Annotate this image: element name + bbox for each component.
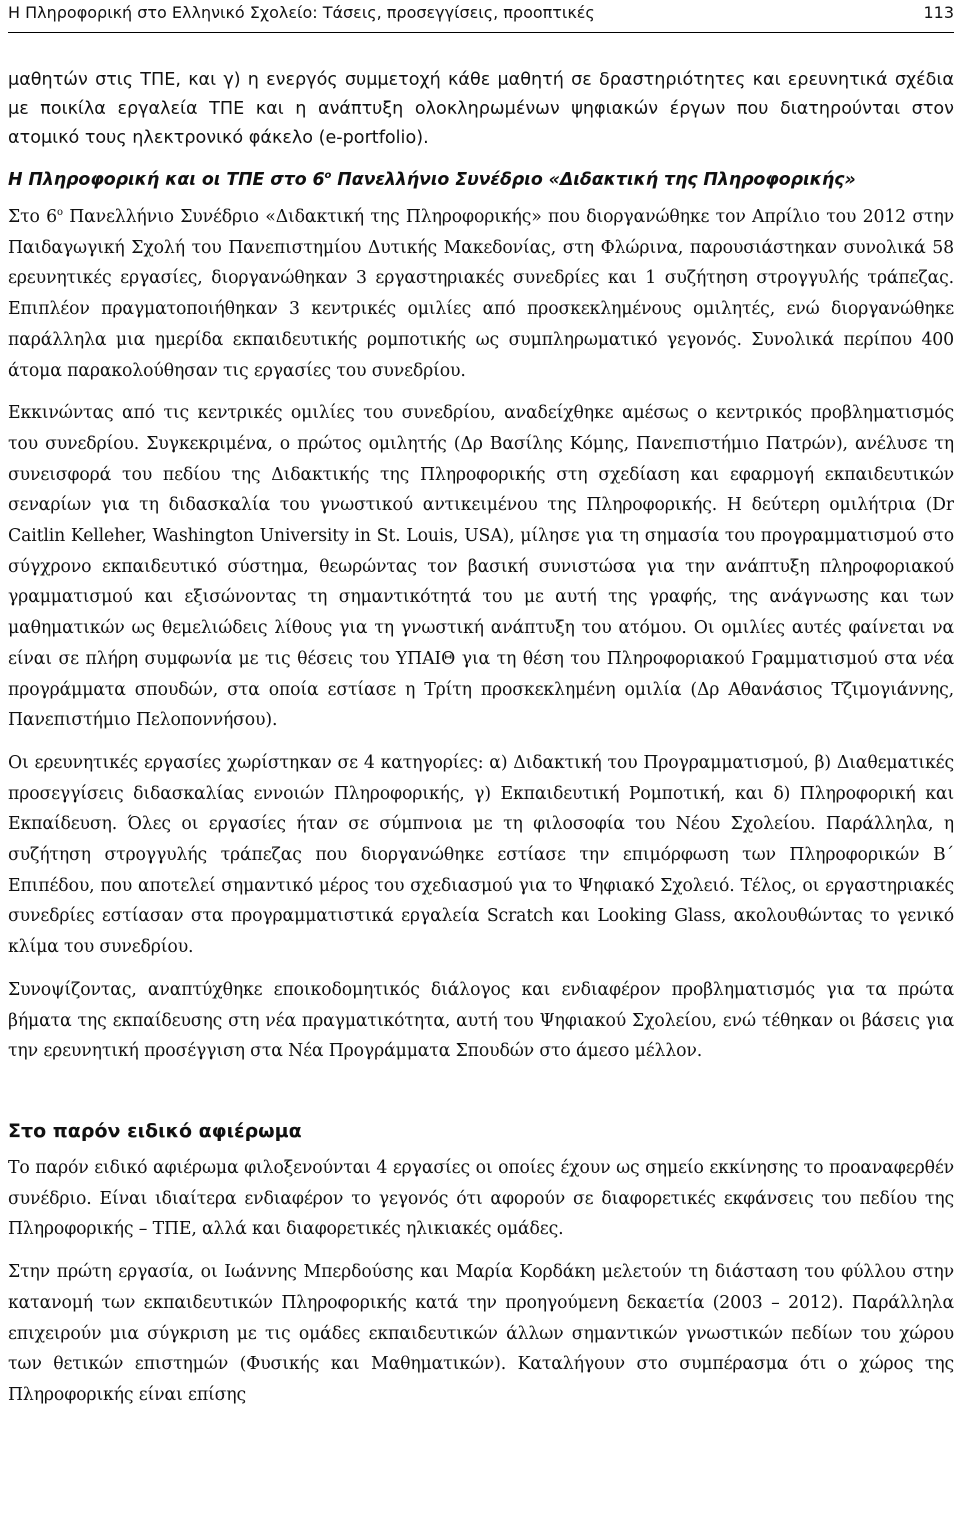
page-number: 113 xyxy=(923,3,954,22)
heading-text-before: Η Πληροφορική και οι ΤΠΕ στο 6 xyxy=(8,170,325,190)
ordinal-superscript: ο xyxy=(56,207,63,219)
document-page xyxy=(8,0,954,1521)
conference-paragraph-2: Εκκινώντας από τις κεντρικές ομιλίες του συνεδρίου, αναδείχθηκε αμέσως ο κεντρικός προβληματισμός του συνεδρίου. Συγκεκριμένα, ο πρώτος ομιλητής (Δρ Βασίλης Κόμης, Πανεπιστήμιο Πατρών), ανέλυσε τη συνεισφορά του πεδίου της Διδακτικής της Πληροφορικής στη σχεδίαση και εφαρμογή εκπαιδευτικών σεναρίων για τη διδασκαλία του γνωστικού αντικειμένου της Πληροφορικής. Η δεύτερη ομιλήτρια (Dr Caitlin Kelleher, Washington University in St. Louis, USA), μίλησε για τη σημασία του προγραμματισμού στο σύγχρονο εκπαιδευτικό σύστημα, θεωρώντας τον βασική συνιστώσα για την ανάπτυξη πληροφοριακού γραμματισμού και εξισώνοντας τη σημαντικότητά του με αυτή της γραφής, της ανάγνωσης και των μαθηματικών ως θεμελιώδεις λίθους για τη γνωστική ανάπτυξη του ατόμου. Οι ομιλίες αυτές φαίνεται να είναι σε πλήρη συμφωνία με τις θέσεις του ΥΠΑΙΘ για τη θέση του Πληροφοριακού Γραμματισμού στα νέα προγράμματα σπουδών, στα οποία εστίασε η Τρίτη προσκεκλημένη ομιλία (Δρ Αθανάσιος Τζιμογιάννης, Πανεπιστήμιο Πελοποννήσου). xyxy=(8,403,954,731)
paragraph-text-before: Στο 6 xyxy=(8,207,57,227)
special-issue-paragraph-2: Στην πρώτη εργασία, οι Ιωάννης Μπερδούσης και Μαρία Κορδάκη μελετούν τη διάσταση του φύλλου στην κατανομή των εκπαιδευτικών Πληροφορικής κατά την προηγούμενη δεκαετία (2003 – 2012). Παράλληλα επιχειρούν μια σύγκριση με τις ομάδες εκπαιδευτικών άλλων σημαντικών γνωστικών πεδίων του χώρου των θετικών επιστημών (Φυσικής και Μαθηματικών). Καταλήγουν στο συμπέρασμα ότι ο χώρος της Πληροφορικής είναι επίσης xyxy=(8,1262,954,1405)
heading-text-after: Πανελλήνιο Συνέδριο «Διδακτική της Πληροφορικής» xyxy=(331,170,856,190)
conference-paragraph-4: Συνοψίζοντας, αναπτύχθηκε εποικοδομητικός διάλογος και ενδιαφέρον προβληματισμός για τα πρώτα βήματα της εκπαίδευσης στη νέα πραγματικότητα, αυτή του Ψηφιακού Σχολείου, ενώ τέθηκαν οι βάσεις για την ερευνητική προσέγγιση στα Νέα Προγράμματα Σπουδών στο άμεσο μέλλον. xyxy=(8,979,954,1062)
ordinal-superscript: ο xyxy=(324,170,332,182)
paragraph-text-after: Πανελλήνιο Συνέδριο «Διδακτική της Πληροφορικής» που διοργανώθηκε τον Απρίλιο του 2012 στην Παιδαγωγική Σχολή του Πανεπιστημίου Δυτικής Μακεδονίας, στη Φλώρινα, παρουσιάστηκαν συνολικά 58 ερευνητικές εργασίες, διοργανώθηκαν 3 εργαστηριακές συνεδρίες και 1 συζήτηση στρογγυλής τράπεζας. Επιπλέον πραγματοποιήθηκαν 3 κεντρικές ομιλίες από προσκεκλημένους ομιλητές, ενώ διοργανώθηκε παράλληλα μια ημερίδα εκπαιδευτικής ρομποτικής ως συμπληρωματικό γεγονός. Συνολικά περίπου 400 άτομα παρακολούθησαν τις εργασίες του συνεδρίου. xyxy=(8,207,954,381)
conference-paragraph-1 xyxy=(8,202,954,386)
section-heading-conference xyxy=(8,167,954,194)
intro-paragraph: μαθητών στις ΤΠΕ, και γ) η ενεργός συμμετοχή κάθε μαθητή σε δραστηριότητες και ερευνητικά σχέδια με ποικίλα εργαλεία ΤΠΕ και η ανάπτυξη ολοκληρωμένων ψηφιακών έργων που διατηρούνται στον ατομικό τους ηλεκτρονικό φάκελο (e-portfolio). xyxy=(8,70,954,148)
section-heading-special-issue: Στο παρόν ειδικό αφιέρωμα xyxy=(8,1119,302,1142)
journal-title: Η Πληροφορική στο Ελληνικό Σχολείο: Τάσεις, προσεγγίσεις, προοπτικές xyxy=(8,3,595,22)
running-header xyxy=(8,0,954,33)
special-issue-paragraph-1: Το παρόν ειδικό αφιέρωμα φιλοξενούνται 4 εργασίες οι οποίες έχουν ως σημείο εκκίνησης το προαναφερθέν συνέδριο. Είναι ιδιαίτερα ενδιαφέρον το γεγονός ότι αφορούν σε διαφορετικές εκφάνσεις του πεδίου της Πληροφορικής – ΤΠΕ, αλλά και διαφορετικές ηλικιακές ομάδες. xyxy=(8,1157,954,1240)
conference-paragraph-3: Οι ερευνητικές εργασίες χωρίστηκαν σε 4 κατηγορίες: α) Διδακτική του Προγραμματισμού, β) Διαθεματικές προσεγγίσεις διδασκαλίας εννοιών Πληροφορικής, γ) Εκπαιδευτική Ρομποτική, και δ) Πληροφορική και Εκπαίδευση. Όλες οι εργασίες ήταν σε σύμπνοια με τη φιλοσοφία του Νέου Σχολείου. Παράλληλα, η συζήτηση στρογγυλής τράπεζας που διοργανώθηκε εστίασε την επιμόρφωση των Πληροφορικών Β΄ Επιπέδου, που αποτελεί σημαντικό μέρος του σχεδιασμού για το Ψηφιακό Σχολειό. Τέλος, οι εργαστηριακές συνεδρίες εστίασαν στα προγραμματιστικά εργαλεία Scratch και Looking Glass, ακολουθώντας το γενικό κλίμα του συνεδρίου. xyxy=(8,752,954,958)
